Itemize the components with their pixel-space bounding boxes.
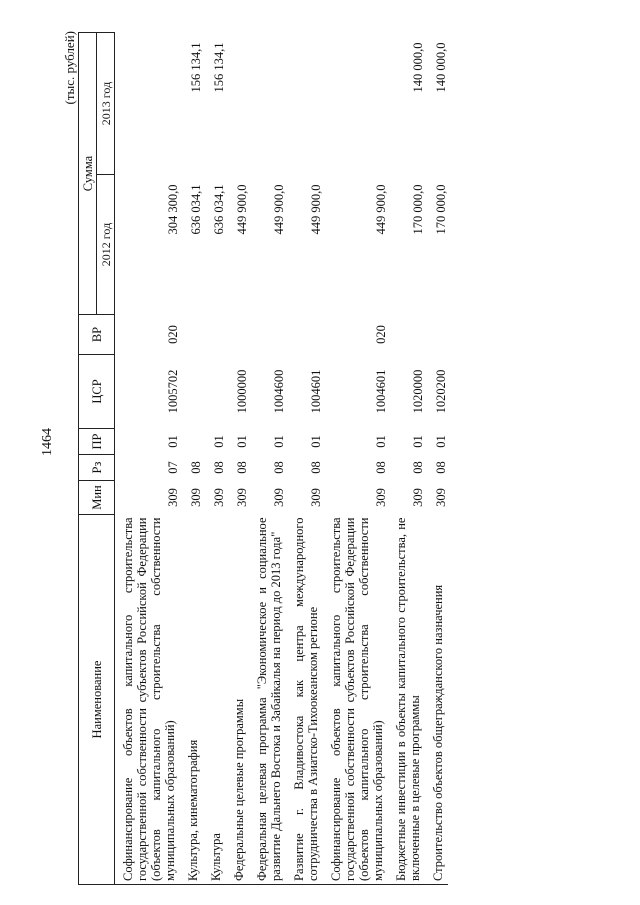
table-row	[115, 33, 181, 885]
row-name: Культура	[203, 515, 226, 885]
row-rz: 08	[189, 461, 203, 474]
row-rz: 08	[235, 461, 249, 474]
table-row	[203, 33, 226, 885]
row-pr: 01	[434, 435, 448, 448]
row-pr: 01	[235, 435, 249, 448]
row-csr: 1005702	[166, 369, 180, 414]
row-min: 309	[434, 488, 448, 507]
table-row	[249, 33, 286, 885]
row-csr: 1004601	[309, 369, 323, 414]
row-csr: 1004600	[272, 369, 286, 414]
table-body	[115, 33, 449, 885]
row-rz: 08	[212, 461, 226, 474]
row-min: 309	[235, 488, 249, 507]
budget-table	[78, 32, 448, 885]
row-sum-2013	[286, 33, 323, 175]
row-rz: 07	[166, 461, 180, 474]
row-name: Федеральная целевая программа "Экономическое и социальное развитие Дальнего Востока и Забайкалья на период до 2013 года"	[249, 515, 286, 885]
row-csr: 1020200	[434, 369, 448, 414]
row-name: Бюджетные инвестиции в объекты капитального строительства, не включенные в целевые программы	[388, 515, 425, 885]
row-name: Развитие г. Владивостока как центра международного сотрудничества в Азиатско-Тихоокеанском регионе	[286, 515, 323, 885]
row-vr	[286, 315, 323, 355]
row-sum-2013: 140 000,0	[411, 42, 425, 93]
row-name: Строительство объектов общегражданского назначения	[425, 515, 448, 885]
table-row	[180, 33, 203, 885]
units-note: (тыс. рублей)	[62, 31, 77, 105]
row-min: 309	[212, 488, 226, 507]
row-vr: 020	[374, 325, 388, 344]
row-sum-2012: 170 000,0	[411, 184, 425, 235]
row-sum-2013	[115, 33, 181, 175]
row-sum-2012: 449 900,0	[374, 184, 388, 235]
row-sum-2012: 636 034,1	[212, 184, 226, 235]
row-name: Культура, кинематография	[180, 515, 203, 885]
row-sum-2012: 304 300,0	[166, 184, 180, 235]
header-pr: ПР	[79, 429, 115, 455]
row-vr	[425, 315, 448, 355]
row-csr	[180, 355, 203, 429]
row-sum-2013	[249, 33, 286, 175]
row-rz: 08	[272, 461, 286, 474]
row-name: Федеральные целевые программы	[226, 515, 249, 885]
table-row	[323, 33, 388, 885]
row-sum-2013: 156 134,1	[189, 42, 203, 93]
row-csr	[203, 355, 226, 429]
row-name: Софинансирование объектов капитального строительства государственной собственности субъектов Российской Федерации (объектов капитального строительства собственности муниципальных образований)	[323, 515, 388, 885]
row-sum-2012: 170 000,0	[434, 184, 448, 235]
row-rz: 08	[309, 461, 323, 474]
header-sum: Сумма	[79, 33, 97, 315]
row-pr: 01	[166, 435, 180, 448]
page-number: 1464	[40, 428, 55, 456]
row-csr: 1020000	[411, 369, 425, 414]
row-sum-2012: 636 034,1	[189, 184, 203, 235]
row-min: 309	[166, 488, 180, 507]
row-sum-2012: 449 900,0	[272, 184, 286, 235]
row-min: 309	[374, 488, 388, 507]
rotated-page-content	[62, 25, 640, 885]
header-2012: 2012 год	[97, 175, 115, 315]
row-sum-2012: 449 900,0	[309, 184, 323, 235]
row-vr	[226, 315, 249, 355]
row-min: 309	[189, 488, 203, 507]
row-vr	[388, 315, 425, 355]
table-row	[425, 33, 448, 885]
row-name: Софинансирование объектов капитального строительства государственной собственности субъектов Российской Федерации (объектов капитального строительства собственности муниципальных образований)	[115, 515, 181, 885]
header-rz: Рз	[79, 455, 115, 481]
row-rz: 08	[374, 461, 388, 474]
header-2013: 2013 год	[97, 33, 115, 175]
row-pr: 01	[374, 435, 388, 448]
row-min: 309	[411, 488, 425, 507]
header-vr: ВР	[79, 315, 115, 355]
row-pr	[180, 429, 203, 455]
row-csr: 1004601	[374, 369, 388, 414]
row-vr: 020	[166, 325, 180, 344]
row-rz: 08	[434, 461, 448, 474]
table-row	[286, 33, 323, 885]
row-sum-2013	[226, 33, 249, 175]
row-sum-2013: 140 000,0	[434, 42, 448, 93]
table-row	[388, 33, 425, 885]
row-pr: 01	[212, 435, 226, 448]
row-vr	[180, 315, 203, 355]
row-csr: 1000000	[235, 369, 249, 414]
row-sum-2012: 449 900,0	[235, 184, 249, 235]
header-csr: ЦСР	[79, 355, 115, 429]
row-rz: 08	[411, 461, 425, 474]
row-sum-2013	[323, 33, 388, 175]
table-row	[226, 33, 249, 885]
row-vr	[203, 315, 226, 355]
row-min: 309	[272, 488, 286, 507]
row-vr	[249, 315, 286, 355]
row-min: 309	[309, 488, 323, 507]
row-pr: 01	[411, 435, 425, 448]
row-pr: 01	[309, 435, 323, 448]
row-pr: 01	[272, 435, 286, 448]
header-name: Наименование	[79, 515, 115, 885]
header-min: Мин	[79, 481, 115, 515]
row-sum-2013: 156 134,1	[212, 42, 226, 93]
table-header	[79, 33, 115, 885]
